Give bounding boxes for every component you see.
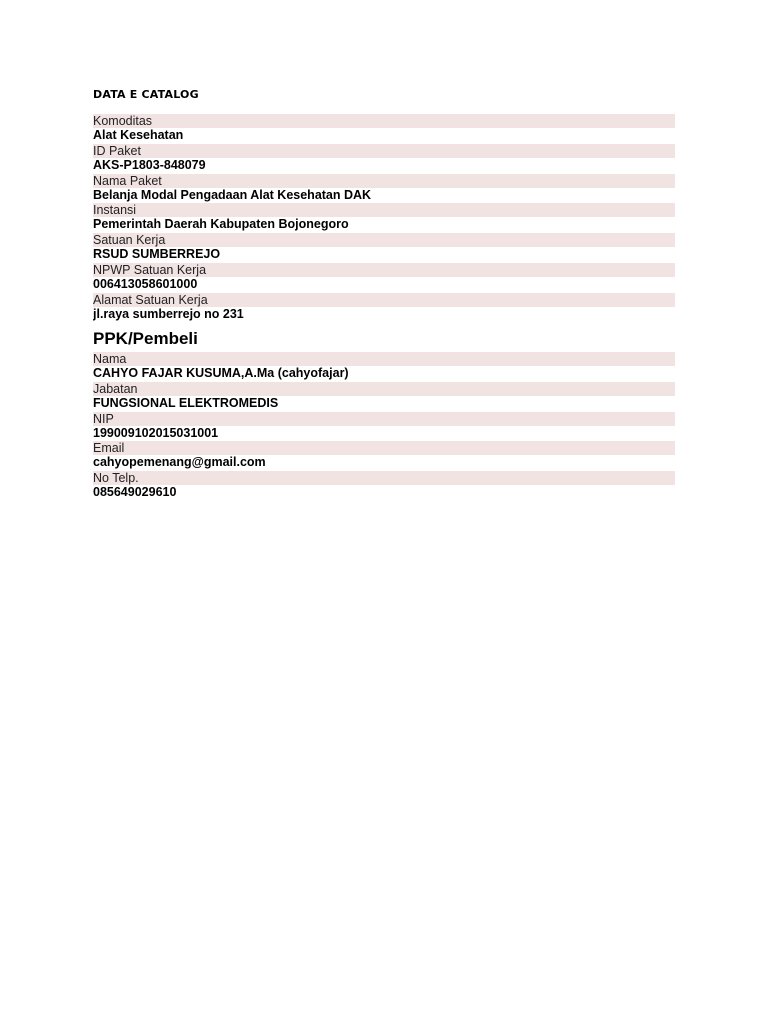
field-label: Email	[93, 441, 675, 455]
field-value: 199009102015031001	[93, 425, 219, 440]
field-label: No Telp.	[93, 471, 675, 485]
field-value: RSUD SUMBERREJO	[93, 247, 221, 262]
field-label: Nama Paket	[93, 174, 675, 188]
field-label: ID Paket	[93, 144, 675, 158]
buyer-section-heading: PPK/Pembeli	[93, 329, 198, 348]
field-label: NIP	[93, 412, 675, 426]
field-email	[93, 441, 675, 471]
field-alamat-satuan-kerja	[93, 293, 675, 323]
field-value: CAHYO FAJAR KUSUMA,A.Ma (cahyofajar)	[93, 366, 349, 380]
field-nama-paket	[93, 174, 675, 204]
field-value: cahyopemenang@gmail.com	[93, 455, 266, 470]
field-value: Pemerintah Daerah Kabupaten Bojonegoro	[93, 217, 349, 232]
catalog-section	[93, 114, 675, 323]
field-value: 085649029610	[93, 485, 177, 500]
field-id-paket	[93, 144, 675, 174]
field-jabatan	[93, 382, 675, 412]
field-label: Satuan Kerja	[93, 233, 675, 247]
field-value: AKS-P1803-848079	[93, 157, 206, 172]
field-value: Alat Kesehatan	[93, 128, 184, 142]
field-label: NPWP Satuan Kerja	[93, 263, 675, 277]
field-komoditas	[93, 114, 675, 144]
field-instansi	[93, 203, 675, 233]
field-label: Alamat Satuan Kerja	[93, 293, 675, 307]
field-value: jl.raya sumberrejo no 231	[93, 306, 244, 321]
field-nama	[93, 352, 675, 382]
document-title: DATA E CATALOG	[93, 88, 199, 101]
field-label: Instansi	[93, 203, 675, 217]
field-npwp-satuan-kerja	[93, 263, 675, 293]
field-label: Jabatan	[93, 382, 675, 396]
field-no-telp	[93, 471, 675, 501]
field-value: Belanja Modal Pengadaan Alat Kesehatan DAK	[93, 187, 372, 202]
field-label: Nama	[93, 352, 675, 366]
field-value: 006413058601000	[93, 276, 198, 291]
field-nip	[93, 412, 675, 442]
field-value: FUNGSIONAL ELEKTROMEDIS	[93, 395, 279, 410]
buyer-section	[93, 352, 675, 501]
field-satuan-kerja	[93, 233, 675, 263]
field-label: Komoditas	[93, 114, 675, 128]
